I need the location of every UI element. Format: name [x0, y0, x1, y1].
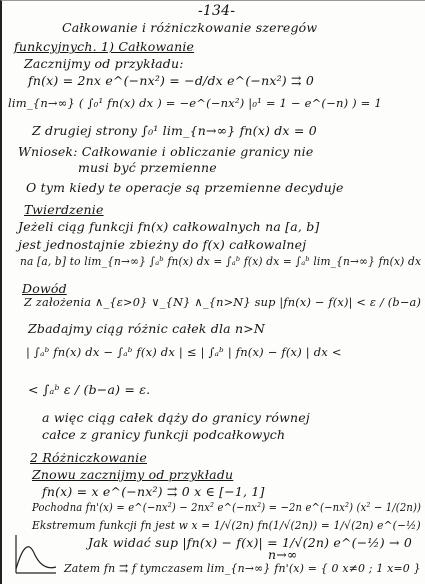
text-line: Zatem fn ⇉ f tymczasem lim_{n→∞} fn'(x) = { 0 x≠0 ; 1 x=0 }	[64, 561, 421, 575]
text-line: na [a, b] to lim_{n→∞} ∫ₐᵇ fn(x) dx = ∫ₐᵇ f(x) dx = ∫ₐᵇ lim_{n→∞} fn(x) dx	[20, 254, 422, 268]
text-line: Z drugiej strony ∫₀¹ lim_{n→∞} fn(x) dx = 0	[32, 123, 317, 138]
text-line: Znowu zacznijmy od przykładu	[32, 467, 234, 482]
text-line: fn(x) = 2nx e^(−nx²) = −d/dx e^(−nx²) ⇉ 0	[28, 73, 315, 88]
text-line: całce z granicy funkcji podcałkowych	[42, 427, 286, 442]
text-line: Twierdzenie	[24, 202, 104, 217]
text-line: Zacznijmy od przykładu:	[24, 56, 184, 71]
text-line: Zbadajmy ciąg różnic całek dla n>N	[28, 321, 266, 336]
curve-sketch-icon	[12, 529, 60, 577]
text-line: Dowód	[22, 281, 67, 296]
text-line: jest jednostajnie zbieżny do f(x) całkowalnej	[18, 237, 307, 252]
text-line: | ∫ₐᵇ fn(x) dx − ∫ₐᵇ f(x) dx | ≤ | ∫ₐᵇ | fn(x) − f(x) | dx <	[26, 345, 342, 359]
text-line: Ekstremum funkcji fn jest w x = 1/√(2n) fn(1/√(2n)) = 1/√(2n) e^(−½)	[32, 518, 421, 532]
text-line: Jak widać sup |fn(x) − f(x)| = 1/√(2n) e^(−½) → 0	[88, 535, 412, 550]
text-line: lim_{n→∞} ( ∫₀¹ fn(x) dx ) = −e^(−nx²) |₀¹ = 1 − e^(−n) ) = 1	[8, 96, 382, 110]
text-line: Całkowanie i różniczkowanie szeregów	[62, 20, 318, 35]
text-line: 2 Różniczkowanie	[30, 450, 147, 465]
text-line: fn(x) = x e^(−nx²) ⇉ 0 x ∈ [−1, 1]	[42, 484, 265, 499]
text-line: funkcyjnych. 1) Całkowanie	[14, 39, 195, 54]
text-line: Jeżeli ciąg funkcji fn(x) całkowalnych na [a, b]	[18, 219, 320, 234]
text-line: < ∫ₐᵇ ε / (b−a) = ε.	[28, 382, 151, 397]
text-line: Pochodna fn'(x) = e^(−nx²) − 2nx² e^(−nx²) = −2n e^(−nx²) (x² − 1/(2n))	[32, 500, 422, 514]
text-line: Wniosek: Całkowanie i obliczanie granicy nie	[18, 144, 314, 159]
text-line: a więc ciąg całek dąży do granicy równej	[42, 410, 310, 425]
text-line: n→∞	[268, 547, 298, 562]
text-line: Z założenia ∧_{ε>0} ∨_{N} ∧_{n>N} sup |fn(x) − f(x)| < ε / (b−a)	[24, 295, 422, 309]
text-line: musi być przemienne	[78, 160, 217, 175]
page-number: -134-	[198, 3, 236, 19]
text-line: O tym kiedy te operacje są przemienne decyduje	[26, 180, 344, 195]
